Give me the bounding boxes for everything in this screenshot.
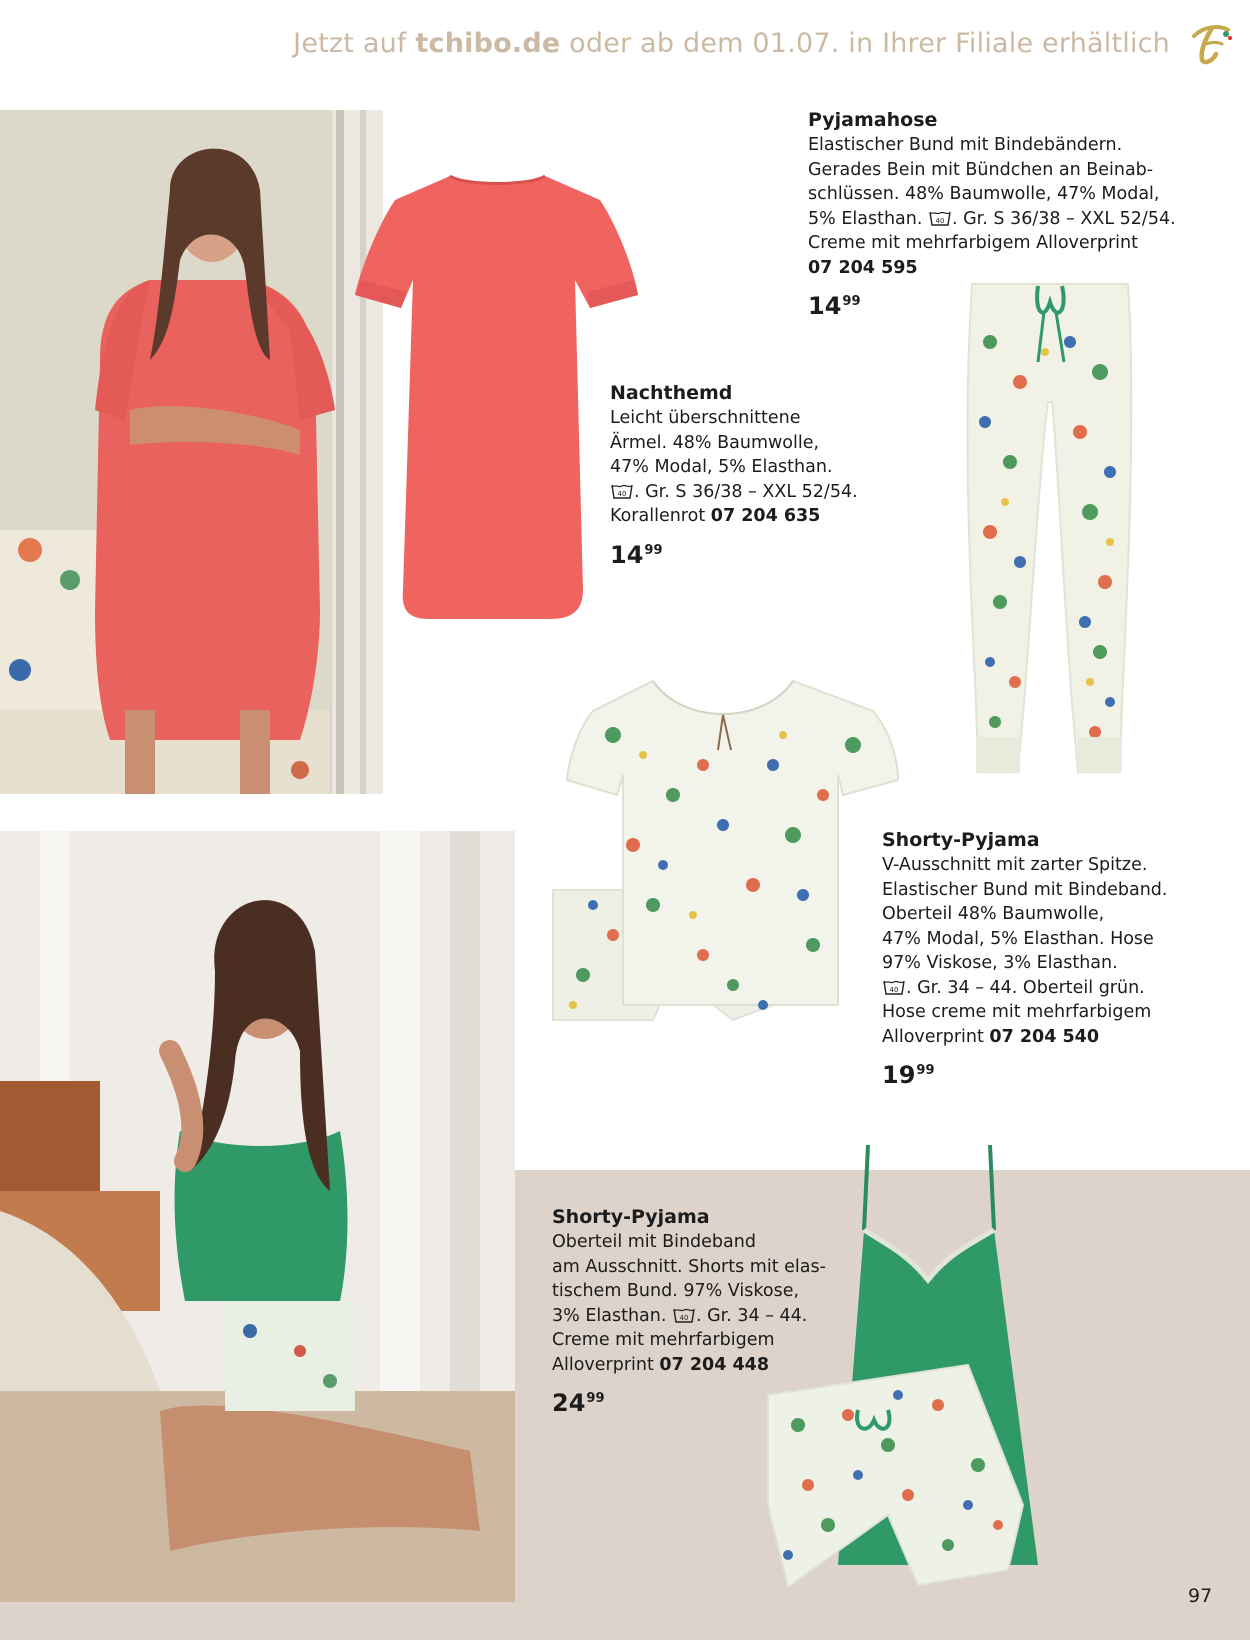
product-nightdress: [355, 170, 640, 625]
price: $24^{99}$: [552, 1389, 605, 1417]
wash-40-icon: [883, 979, 905, 996]
product-info-shorty-print: [552, 1204, 826, 1416]
desc-line: 47% Modal, 5% Elasthan.: [610, 457, 833, 477]
product-title: Nachthemd: [610, 382, 733, 404]
desc-line: Ärmel. 48% Baumwolle,: [610, 432, 820, 453]
product-shorty-print: [553, 675, 898, 1055]
price: $14^{99}$: [808, 292, 861, 320]
desc-line: tischem Bund. 97% Viskose,: [552, 1281, 800, 1301]
desc-line: 97% Viskose, 3% Elasthan.: [882, 953, 1118, 973]
svg-text:40: 40: [679, 1313, 689, 1322]
desc-line: Elastischer Bund mit Bindeband.: [882, 879, 1168, 900]
photo-woman-camisole: [0, 831, 515, 1602]
article-number: 07 204 595: [808, 257, 918, 278]
product-info-pyjamahose: [808, 107, 1176, 319]
desc-line: Hose creme mit mehrfarbigem: [882, 1002, 1152, 1022]
desc-line: Gerades Bein mit Bündchen an Beinab-: [808, 159, 1154, 180]
article-number: 07 204 635: [710, 506, 821, 526]
wash-40-icon: [611, 483, 633, 500]
site-name: tchibo.de: [415, 28, 561, 59]
photo-woman-nightdress: [0, 110, 383, 794]
price: $14^{99}$: [610, 540, 663, 569]
page-number: 97: [1188, 1585, 1213, 1607]
svg-text:40: 40: [889, 985, 899, 994]
wash-40-icon: [673, 1307, 695, 1324]
care-line: 40 . Gr. 34 – 44. Oberteil grün.: [882, 976, 1167, 1001]
desc-line: Elastischer Bund mit Bindebändern.: [808, 135, 1123, 155]
desc-line: Leicht überschnittene: [610, 408, 801, 428]
desc-line: 47% Modal, 5% Elasthan. Hose: [882, 928, 1154, 949]
color-line: Alloverprint 07 204 540: [882, 1026, 1100, 1047]
product-title: Shorty-Pyjama: [552, 1206, 710, 1228]
care-line: 40 . Gr. S 36/38 – XXL 52/54.: [610, 480, 858, 505]
desc-line: am Ausschnitt. Shorts mit elas-: [552, 1256, 826, 1277]
desc-line: Oberteil 48% Baumwolle,: [882, 904, 1105, 924]
care-line: 5% Elasthan. 40 . Gr. S 36/38 – XXL 52/54.: [808, 208, 1176, 229]
product-info-shorty-green: [882, 827, 1167, 1088]
svg-text:40: 40: [617, 489, 627, 498]
desc-line: schlüssen. 48% Baumwolle, 47% Modal,: [808, 184, 1160, 204]
availability-header: Jetzt auf tchibo.de oder ab dem 01.07. in Ihrer Filiale erhältlich: [293, 28, 1170, 59]
article-number: 07 204 540: [989, 1026, 1100, 1047]
product-info-nachthemd: [610, 380, 858, 567]
desc-line: V-Ausschnitt mit zarter Spitze.: [882, 855, 1148, 875]
desc-line: Creme mit mehrfarbigem: [552, 1330, 775, 1350]
desc-line: Oberteil mit Bindeband: [552, 1232, 756, 1252]
color-line: Korallenrot 07 204 635: [610, 506, 821, 526]
product-title: Pyjamahose: [808, 109, 938, 131]
article-number: 07 204 448: [659, 1354, 770, 1375]
bottom-band: [0, 1602, 515, 1640]
price: $19^{99}$: [882, 1061, 935, 1089]
care-line: 3% Elasthan. 40 . Gr. 34 – 44.: [552, 1305, 808, 1326]
wash-40-icon: [929, 210, 951, 227]
color-line: Alloverprint 07 204 448: [552, 1354, 770, 1375]
color-line: Creme mit mehrfarbigem Alloverprint: [808, 233, 1138, 253]
tchibo-logo-icon: [1186, 20, 1232, 66]
product-title: Shorty-Pyjama: [882, 829, 1040, 851]
product-pyjama-pants: [960, 282, 1140, 777]
svg-text:40: 40: [935, 216, 945, 225]
